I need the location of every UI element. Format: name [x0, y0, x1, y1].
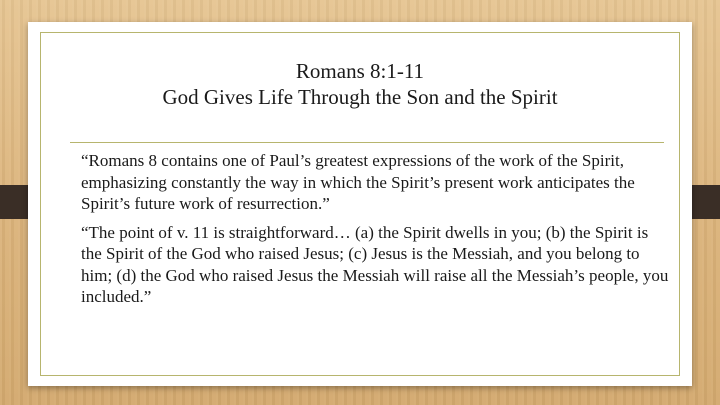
title-line-1: Romans 8:1-11: [295, 59, 425, 83]
slide-title: [28, 58, 692, 110]
quote-paragraph-2: “The point of v. 11 is straightforward… (a) the Spirit dwells in you; (b) the Spirit is the Spirit of the God who raised Jesus; (c) Jesus is the Messiah, and you belong to him; (d) the God who raised Jesus the Messiah will raise all the Messiah’s people, you included.”: [81, 222, 669, 306]
title-divider: [70, 142, 664, 143]
slide-card: [28, 22, 692, 386]
title-line-2: God Gives Life Through the Son and the Spirit: [162, 85, 558, 109]
quote-paragraph-1: “Romans 8 contains one of Paul’s greatest expressions of the work of the Spirit, emphasizing constantly the way in which the Spirit’s present work anticipates the Spirit’s future work of resurrection.”: [81, 151, 635, 213]
slide-body: [81, 150, 670, 315]
